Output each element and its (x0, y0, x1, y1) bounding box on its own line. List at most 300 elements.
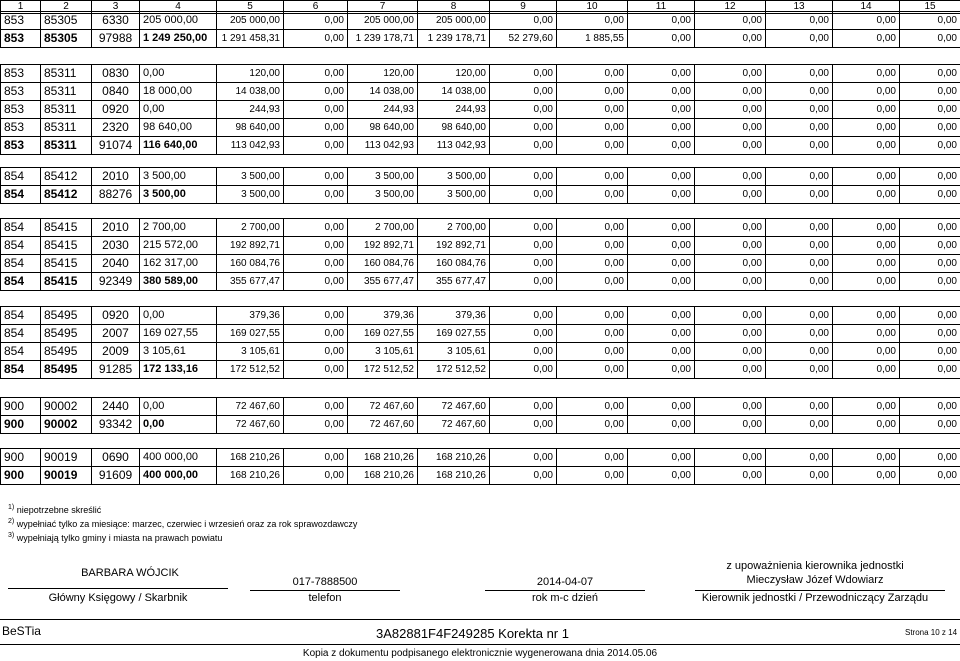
table-row-total (1, 467, 960, 485)
cell-value: 98 640,00 (418, 119, 490, 137)
cell-value: 1 239 178,71 (348, 30, 418, 48)
cell-value: 0,00 (284, 273, 348, 291)
cell-value: 0,00 (833, 101, 900, 119)
cell-value: 168 210,26 (348, 467, 418, 485)
cell-rozdzial: 90019 (41, 467, 92, 485)
cell-value: 0,00 (695, 416, 766, 434)
cell-value: 0,00 (695, 273, 766, 291)
cell-value: 72 467,60 (348, 416, 418, 434)
cell-dzial: 854 (1, 219, 41, 237)
table-row-total (1, 137, 960, 155)
column-number-10: 10 (557, 1, 628, 14)
date-value: 2014-04-07 (536, 576, 594, 588)
cell-paragraf: 91609 (92, 467, 140, 485)
section-group (0, 64, 960, 155)
cell-value: 0,00 (490, 119, 557, 137)
cell-value: 0,00 (284, 255, 348, 273)
cell-value: 0,00 (766, 65, 833, 83)
cell-rozdzial: 85305 (41, 12, 92, 30)
table-row (1, 307, 960, 325)
cell-dzial: 900 (1, 416, 41, 434)
cell-value: 379,36 (348, 307, 418, 325)
table-row (1, 219, 960, 237)
cell-rozdzial: 85415 (41, 255, 92, 273)
cell-dzial: 853 (1, 101, 41, 119)
cell-value: 0,00 (628, 361, 695, 379)
column-number-7: 7 (348, 1, 418, 14)
cell-value: 0,00 (695, 219, 766, 237)
footnote-1: $^{1)}$ niepotrzebne skreślić (8, 504, 102, 515)
cell-paragraf: 2010 (92, 168, 140, 186)
table-row (1, 398, 960, 416)
cell-value: 0,00 (900, 119, 960, 137)
cell-value: 0,00 (557, 83, 628, 101)
cell-value: 169 027,55 (217, 325, 284, 343)
cell-value: 0,00 (284, 343, 348, 361)
cell-value: 0,00 (900, 30, 960, 48)
cell-value: 98 640,00 (348, 119, 418, 137)
cell-value: 0,00 (695, 449, 766, 467)
cell-value: 160 084,76 (217, 255, 284, 273)
cell-value: 0,00 (695, 237, 766, 255)
cell-value: 0,00 (557, 398, 628, 416)
cell-value: 0,00 (284, 30, 348, 48)
footer-page: Strona 10 z 14 (905, 628, 958, 637)
cell-value: 3 105,61 (140, 343, 217, 361)
cell-value: 0,00 (833, 255, 900, 273)
cell-value: 0,00 (284, 307, 348, 325)
cell-value: 0,00 (766, 398, 833, 416)
cell-paragraf: 0920 (92, 307, 140, 325)
accountant-label: Główny Księgowy / Skarbnik (48, 592, 188, 604)
cell-value: 0,00 (833, 449, 900, 467)
cell-value: 379,36 (217, 307, 284, 325)
cell-value: 98 640,00 (217, 119, 284, 137)
cell-value: 205 000,00 (217, 12, 284, 30)
cell-value: 0,00 (284, 168, 348, 186)
cell-dzial: 854 (1, 168, 41, 186)
table-row (1, 119, 960, 137)
cell-value: 0,00 (628, 273, 695, 291)
cell-value: 168 210,26 (418, 449, 490, 467)
cell-value: 205 000,00 (348, 12, 418, 30)
cell-value: 0,00 (628, 416, 695, 434)
cell-value: 0,00 (833, 307, 900, 325)
cell-paragraf: 2440 (92, 398, 140, 416)
cell-value: 0,00 (557, 12, 628, 30)
cell-paragraf: 93342 (92, 416, 140, 434)
cell-value: 0,00 (140, 101, 217, 119)
cell-value: 0,00 (695, 12, 766, 30)
cell-value: 0,00 (284, 12, 348, 30)
cell-value: 215 572,00 (140, 237, 217, 255)
date-label: rok m-c dzień (531, 592, 599, 604)
cell-dzial: 854 (1, 255, 41, 273)
cell-value: 0,00 (628, 186, 695, 204)
cell-value: 172 512,52 (217, 361, 284, 379)
phone-label: telefon (308, 592, 342, 604)
cell-value: 0,00 (490, 83, 557, 101)
cell-value: 244,93 (217, 101, 284, 119)
cell-value: 0,00 (284, 237, 348, 255)
cell-value: 0,00 (695, 467, 766, 485)
cell-value: 0,00 (766, 255, 833, 273)
column-number-12: 12 (695, 1, 766, 14)
cell-value: 0,00 (900, 255, 960, 273)
column-number-8: 8 (418, 1, 490, 14)
cell-value: 172 512,52 (418, 361, 490, 379)
cell-rozdzial: 85311 (41, 119, 92, 137)
cell-value: 2 700,00 (217, 219, 284, 237)
cell-value: 0,00 (766, 168, 833, 186)
cell-value: 0,00 (695, 186, 766, 204)
cell-value: 0,00 (490, 416, 557, 434)
cell-value: 169 027,55 (348, 325, 418, 343)
cell-paragraf: 2007 (92, 325, 140, 343)
table-row (1, 343, 960, 361)
cell-value: 0,00 (490, 219, 557, 237)
cell-value: 0,00 (628, 307, 695, 325)
cell-value: 0,00 (284, 416, 348, 434)
table-row-total (1, 186, 960, 204)
cell-value: 169 027,55 (140, 325, 217, 343)
cell-value: 168 210,26 (217, 467, 284, 485)
cell-value: 72 467,60 (418, 398, 490, 416)
cell-value: 52 279,60 (490, 30, 557, 48)
cell-value: 0,00 (900, 467, 960, 485)
cell-value: 0,00 (490, 449, 557, 467)
cell-value: 0,00 (628, 237, 695, 255)
cell-value: 0,00 (490, 325, 557, 343)
cell-value: 0,00 (766, 237, 833, 255)
cell-dzial: 900 (1, 467, 41, 485)
cell-value: 0,00 (284, 186, 348, 204)
cell-value: 0,00 (695, 325, 766, 343)
column-number-13: 13 (766, 1, 833, 14)
cell-paragraf: 2320 (92, 119, 140, 137)
cell-value: 72 467,60 (418, 416, 490, 434)
cell-value: 0,00 (695, 343, 766, 361)
cell-value: 0,00 (284, 398, 348, 416)
cell-value: 0,00 (900, 398, 960, 416)
cell-value: 0,00 (557, 237, 628, 255)
cell-value: 0,00 (628, 137, 695, 155)
cell-value: 168 210,26 (418, 467, 490, 485)
cell-value: 0,00 (900, 186, 960, 204)
cell-value: 0,00 (628, 30, 695, 48)
cell-value: 0,00 (695, 119, 766, 137)
cell-value: 120,00 (418, 65, 490, 83)
cell-rozdzial: 85412 (41, 186, 92, 204)
cell-value: 0,00 (833, 361, 900, 379)
cell-paragraf: 92349 (92, 273, 140, 291)
footer-note: Kopia z dokumentu podpisanego elektronicznie wygenerowana dnia 2014.05.06 (302, 648, 658, 659)
cell-value: 113 042,93 (217, 137, 284, 155)
cell-value: 0,00 (900, 168, 960, 186)
cell-value: 1 249 250,00 (140, 30, 217, 48)
column-number-2: 2 (41, 1, 92, 14)
cell-value: 3 105,61 (418, 343, 490, 361)
cell-value: 1 885,55 (557, 30, 628, 48)
cell-dzial: 853 (1, 65, 41, 83)
cell-paragraf: 0830 (92, 65, 140, 83)
cell-paragraf: 97988 (92, 30, 140, 48)
cell-value: 0,00 (833, 186, 900, 204)
cell-value: 72 467,60 (348, 398, 418, 416)
cell-value: 0,00 (833, 168, 900, 186)
cell-dzial: 900 (1, 398, 41, 416)
cell-paragraf: 91074 (92, 137, 140, 155)
cell-rozdzial: 85311 (41, 65, 92, 83)
cell-dzial: 854 (1, 307, 41, 325)
table-row-total (1, 416, 960, 434)
cell-value: 160 084,76 (348, 255, 418, 273)
table-row (1, 83, 960, 101)
cell-dzial: 854 (1, 237, 41, 255)
cell-rozdzial: 85415 (41, 219, 92, 237)
cell-value: 120,00 (348, 65, 418, 83)
cell-dzial: 853 (1, 30, 41, 48)
cell-value: 0,00 (833, 273, 900, 291)
section-group (0, 397, 960, 434)
cell-value: 172 512,52 (348, 361, 418, 379)
cell-value: 0,00 (833, 30, 900, 48)
cell-value: 0,00 (900, 12, 960, 30)
cell-value: 0,00 (284, 65, 348, 83)
cell-value: 192 892,71 (217, 237, 284, 255)
cell-value: 0,00 (900, 65, 960, 83)
column-number-6: 6 (284, 1, 348, 14)
cell-value: 0,00 (766, 273, 833, 291)
cell-rozdzial: 90019 (41, 449, 92, 467)
table-row (1, 237, 960, 255)
footer-app: BeSTia (2, 624, 41, 638)
table-row-total (1, 30, 960, 48)
cell-value: 0,00 (490, 273, 557, 291)
cell-value: 0,00 (628, 65, 695, 83)
footnote-2: $^{2)}$ wypełniać tylko za miesiące: marzec, czerwiec i wrzesień oraz za rok sprawozdawczy (8, 518, 358, 529)
cell-value: 0,00 (628, 467, 695, 485)
cell-value: 0,00 (833, 83, 900, 101)
cell-rozdzial: 85495 (41, 361, 92, 379)
cell-value: 0,00 (490, 168, 557, 186)
accountant-name: BARBARA WÓJCIK (81, 567, 179, 579)
cell-dzial: 900 (1, 449, 41, 467)
cell-value: 355 677,47 (418, 273, 490, 291)
table-row (1, 449, 960, 467)
cell-dzial: 854 (1, 361, 41, 379)
cell-value: 0,00 (833, 119, 900, 137)
cell-value: 0,00 (490, 65, 557, 83)
cell-value: 0,00 (557, 361, 628, 379)
head-authorization: z upoważnienia kierownika jednostki (726, 560, 904, 572)
cell-dzial: 853 (1, 12, 41, 30)
cell-rozdzial: 85305 (41, 30, 92, 48)
cell-value: 116 640,00 (140, 137, 217, 155)
cell-value: 0,00 (766, 467, 833, 485)
column-number-9: 9 (490, 1, 557, 14)
cell-value: 0,00 (695, 83, 766, 101)
cell-value: 3 105,61 (348, 343, 418, 361)
cell-value: 3 500,00 (418, 186, 490, 204)
cell-value: 0,00 (140, 416, 217, 434)
cell-value: 0,00 (900, 237, 960, 255)
cell-value: 3 500,00 (140, 186, 217, 204)
cell-value: 0,00 (900, 449, 960, 467)
head-name: Mieczysław Józef Wdowiarz (746, 574, 884, 586)
table-row (1, 101, 960, 119)
cell-value: 0,00 (766, 219, 833, 237)
cell-value: 0,00 (766, 119, 833, 137)
cell-rozdzial: 85415 (41, 273, 92, 291)
cell-paragraf: 91285 (92, 361, 140, 379)
footer-doc-id: 3A82881F4F249285 Korekta nr 1 (376, 626, 569, 641)
cell-value: 0,00 (900, 325, 960, 343)
cell-value: 0,00 (628, 449, 695, 467)
column-number-3: 3 (92, 1, 140, 14)
section-group (0, 167, 960, 204)
cell-value: 168 210,26 (348, 449, 418, 467)
cell-value: 0,00 (900, 307, 960, 325)
cell-value: 0,00 (557, 255, 628, 273)
cell-value: 0,00 (628, 255, 695, 273)
cell-value: 113 042,93 (418, 137, 490, 155)
cell-value: 160 084,76 (418, 255, 490, 273)
cell-value: 0,00 (833, 416, 900, 434)
cell-value: 3 500,00 (217, 186, 284, 204)
cell-value: 0,00 (557, 449, 628, 467)
cell-value: 355 677,47 (217, 273, 284, 291)
cell-value: 0,00 (284, 101, 348, 119)
cell-value: 205 000,00 (140, 12, 217, 30)
cell-rozdzial: 85495 (41, 325, 92, 343)
cell-value: 0,00 (557, 273, 628, 291)
cell-value: 120,00 (217, 65, 284, 83)
cell-value: 0,00 (490, 307, 557, 325)
footnote-3: $^{3)}$ wypełniają tylko gminy i miasta na prawach powiatu (8, 532, 223, 543)
cell-paragraf: 2009 (92, 343, 140, 361)
cell-value: 169 027,55 (418, 325, 490, 343)
cell-rozdzial: 85311 (41, 83, 92, 101)
cell-value: 0,00 (557, 325, 628, 343)
cell-value: 18 000,00 (140, 83, 217, 101)
cell-dzial: 853 (1, 119, 41, 137)
table-row (1, 12, 960, 30)
cell-value: 0,00 (766, 449, 833, 467)
cell-value: 355 677,47 (348, 273, 418, 291)
cell-value: 0,00 (628, 12, 695, 30)
cell-value: 0,00 (557, 467, 628, 485)
section-group (0, 11, 960, 48)
table-row-total (1, 361, 960, 379)
cell-value: 0,00 (490, 237, 557, 255)
cell-value: 0,00 (284, 119, 348, 137)
cell-value: 0,00 (833, 467, 900, 485)
cell-value: 0,00 (766, 137, 833, 155)
cell-value: 0,00 (490, 398, 557, 416)
cell-value: 379,36 (418, 307, 490, 325)
cell-value: 0,00 (695, 30, 766, 48)
cell-rozdzial: 90002 (41, 398, 92, 416)
cell-value: 0,00 (557, 307, 628, 325)
accountant-line (8, 588, 228, 589)
cell-value: 244,93 (418, 101, 490, 119)
cell-value: 0,00 (140, 398, 217, 416)
cell-value: 168 210,26 (217, 449, 284, 467)
cell-value: 0,00 (284, 467, 348, 485)
phone-value: 017-7888500 (292, 576, 358, 588)
column-number-5: 5 (217, 1, 284, 14)
cell-value: 205 000,00 (418, 12, 490, 30)
cell-value: 0,00 (490, 186, 557, 204)
cell-value: 0,00 (833, 343, 900, 361)
cell-value: 0,00 (284, 361, 348, 379)
cell-value: 0,00 (833, 12, 900, 30)
cell-value: 2 700,00 (418, 219, 490, 237)
cell-value: 2 700,00 (348, 219, 418, 237)
cell-value: 1 291 458,31 (217, 30, 284, 48)
cell-value: 0,00 (695, 137, 766, 155)
cell-value: 0,00 (766, 307, 833, 325)
cell-value: 0,00 (557, 219, 628, 237)
cell-value: 0,00 (766, 343, 833, 361)
cell-value: 0,00 (900, 416, 960, 434)
cell-value: 0,00 (628, 398, 695, 416)
cell-value: 0,00 (766, 186, 833, 204)
cell-value: 0,00 (628, 325, 695, 343)
cell-value: 0,00 (900, 137, 960, 155)
cell-value: 244,93 (348, 101, 418, 119)
cell-value: 0,00 (833, 237, 900, 255)
cell-value: 0,00 (695, 168, 766, 186)
phone-line (250, 590, 400, 591)
cell-value: 0,00 (900, 83, 960, 101)
cell-value: 0,00 (284, 83, 348, 101)
cell-value: 380 589,00 (140, 273, 217, 291)
date-line (485, 590, 645, 591)
table-row (1, 168, 960, 186)
cell-value: 0,00 (766, 325, 833, 343)
cell-value: 0,00 (490, 343, 557, 361)
table-row-total (1, 273, 960, 291)
cell-value: 0,00 (766, 30, 833, 48)
cell-value: 0,00 (490, 255, 557, 273)
cell-value: 0,00 (695, 65, 766, 83)
head-line (695, 590, 945, 591)
cell-paragraf: 6330 (92, 12, 140, 30)
cell-value: 3 500,00 (217, 168, 284, 186)
cell-value: 0,00 (833, 65, 900, 83)
section-group (0, 218, 960, 291)
cell-value: 0,00 (695, 307, 766, 325)
cell-value: 0,00 (900, 361, 960, 379)
cell-value: 0,00 (628, 119, 695, 137)
section-group (0, 306, 960, 379)
cell-value: 0,00 (557, 343, 628, 361)
cell-paragraf: 0920 (92, 101, 140, 119)
table-row (1, 255, 960, 273)
cell-value: 14 038,00 (348, 83, 418, 101)
cell-dzial: 854 (1, 273, 41, 291)
cell-value: 192 892,71 (348, 237, 418, 255)
cell-value: 400 000,00 (140, 449, 217, 467)
cell-value: 0,00 (628, 101, 695, 119)
column-number-11: 11 (628, 1, 695, 14)
cell-value: 0,00 (695, 398, 766, 416)
cell-value: 0,00 (490, 361, 557, 379)
cell-value: 0,00 (766, 12, 833, 30)
cell-value: 0,00 (490, 101, 557, 119)
